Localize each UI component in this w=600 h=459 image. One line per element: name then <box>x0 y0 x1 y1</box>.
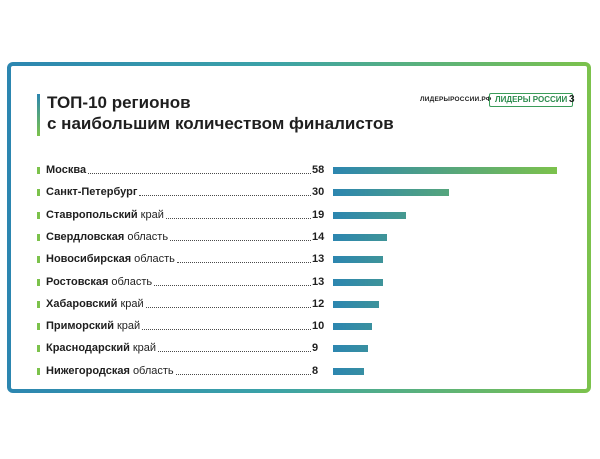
region-type: область <box>134 253 175 266</box>
chart-row <box>11 206 587 224</box>
title-line-1: ТОП-10 регионов <box>47 93 191 112</box>
title-accent-bar <box>37 94 40 136</box>
value-label: 14 <box>312 230 325 243</box>
dotted-leader <box>139 195 311 196</box>
region-type: область <box>127 230 169 243</box>
region-type: край <box>132 342 157 355</box>
chart-row <box>11 273 587 291</box>
category-label <box>46 364 174 378</box>
data-bar <box>333 368 364 375</box>
region-name: Новосибирская <box>46 253 132 266</box>
dotted-leader <box>166 218 311 219</box>
value-label: 9 <box>312 342 319 355</box>
data-bar <box>333 345 368 352</box>
category-label <box>46 341 156 355</box>
row-marker <box>37 189 40 196</box>
region-type: область <box>132 364 174 377</box>
row-marker <box>37 368 40 375</box>
region-type: область <box>111 275 153 288</box>
region-name: Нижегородская <box>46 364 130 377</box>
chart-row <box>11 362 587 380</box>
site-link[interactable]: ЛИДЕРЫРОССИИ.РФ <box>420 96 492 103</box>
value-label: 10 <box>312 320 325 333</box>
region-name: Свердловская <box>46 230 125 243</box>
dotted-leader <box>170 240 311 241</box>
value-label: 8 <box>312 364 319 377</box>
value-label: 13 <box>312 275 325 288</box>
region-name: Краснодарский <box>46 342 130 355</box>
chart-row <box>11 183 587 201</box>
row-marker <box>37 256 40 263</box>
category-label <box>46 163 86 177</box>
chart-row <box>11 161 587 179</box>
value-label: 13 <box>312 253 325 266</box>
dotted-leader <box>158 351 311 352</box>
title-line-2: с наибольшим количеством финалистов <box>47 114 394 133</box>
dotted-leader <box>88 173 311 174</box>
data-bar <box>333 279 383 286</box>
data-bar <box>333 212 406 219</box>
category-label <box>46 275 152 289</box>
category-label <box>46 297 144 311</box>
category-label <box>46 319 140 333</box>
category-label <box>46 230 168 244</box>
data-bar <box>333 256 383 263</box>
dotted-leader <box>146 307 311 308</box>
dotted-leader <box>154 285 311 286</box>
value-label: 30 <box>312 186 325 199</box>
slide-card <box>7 62 591 393</box>
brand-logo: ЛИДЕРЫ РОССИИ <box>489 93 573 107</box>
chart-row <box>11 250 587 268</box>
row-marker <box>37 167 40 174</box>
row-marker <box>37 345 40 352</box>
row-marker <box>37 323 40 330</box>
data-bar <box>333 189 449 196</box>
region-type: край <box>116 320 141 333</box>
region-name: Ставропольский <box>46 208 138 221</box>
value-label: 19 <box>312 208 325 221</box>
value-label: 12 <box>312 297 325 310</box>
chart-row <box>11 339 587 357</box>
row-marker <box>37 234 40 241</box>
region-type: край <box>120 297 144 310</box>
category-label <box>46 252 175 266</box>
region-name: Хабаровский <box>46 297 118 310</box>
page-number: 3 <box>569 94 575 105</box>
row-marker <box>37 212 40 219</box>
row-marker <box>37 301 40 308</box>
chart-row <box>11 317 587 335</box>
page-title <box>47 92 394 134</box>
dotted-leader <box>177 262 311 263</box>
data-bar <box>333 167 557 174</box>
region-name: Приморский <box>46 320 114 333</box>
row-marker <box>37 279 40 286</box>
data-bar <box>333 234 387 241</box>
category-label <box>46 208 164 222</box>
value-label: 58 <box>312 164 325 176</box>
data-bar <box>333 323 372 330</box>
chart-row <box>11 295 587 313</box>
dotted-leader <box>142 329 311 330</box>
chart-row <box>11 228 587 246</box>
region-name: Ростовская <box>46 275 109 288</box>
dotted-leader <box>176 374 311 375</box>
region-type: край <box>140 208 164 221</box>
data-bar <box>333 301 379 308</box>
region-name: Санкт-Петербург <box>46 186 138 199</box>
category-label <box>46 185 137 199</box>
region-name: Москва <box>46 164 87 176</box>
